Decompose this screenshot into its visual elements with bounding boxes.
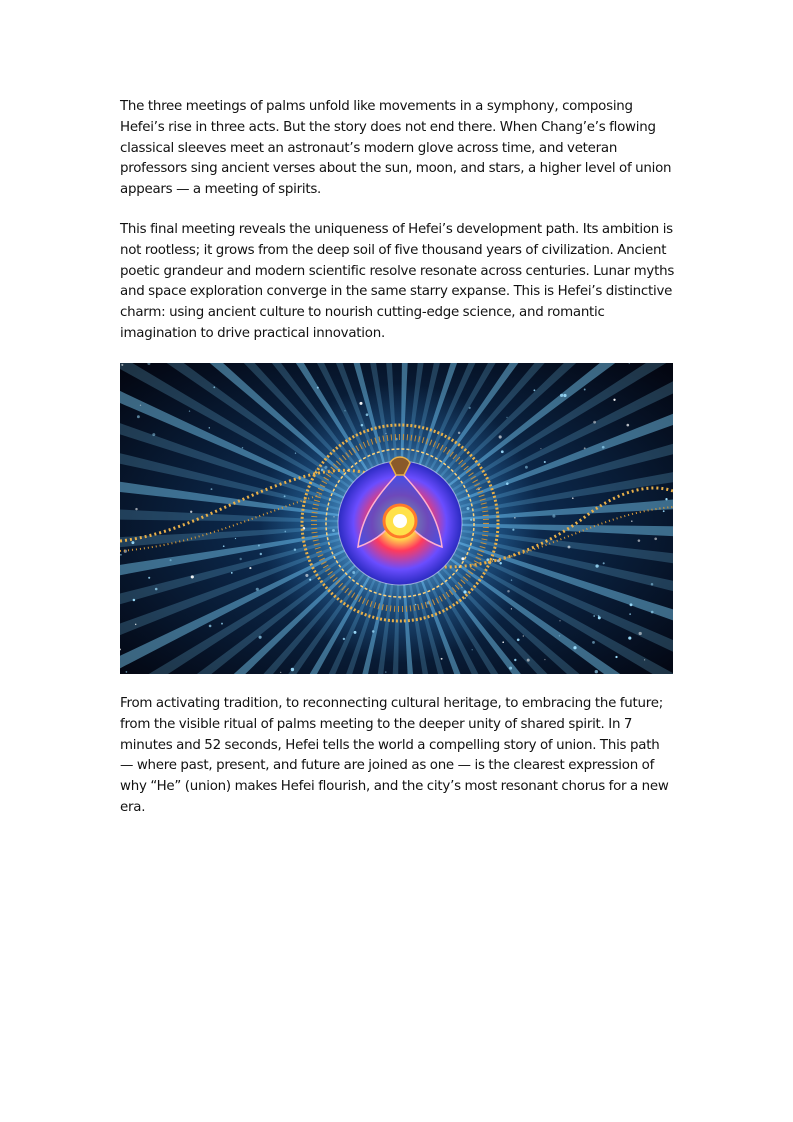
sparkle-dot — [469, 407, 471, 409]
sparkle-dot — [441, 658, 443, 660]
sparkle-dot — [152, 433, 155, 436]
sparkle-dot — [499, 435, 502, 438]
sparkle-dot — [630, 603, 633, 606]
sparkle-dot — [525, 466, 528, 469]
sparkle-dot — [249, 567, 251, 569]
sparkle-dot — [213, 386, 215, 388]
sparkle-dot — [499, 562, 501, 564]
sparkle-dot — [626, 424, 629, 427]
sparkle-dot — [359, 402, 362, 405]
sparkle-dot — [509, 667, 512, 670]
sparkle-dot — [189, 410, 190, 411]
sparkle-dot — [602, 446, 605, 449]
sparkle-dot — [317, 387, 319, 389]
sparkle-dot — [372, 630, 375, 633]
sparkle-dot — [507, 590, 510, 593]
sparkle-dot — [560, 394, 563, 397]
sparkle-dot — [467, 507, 470, 510]
sparkle-dot — [572, 497, 574, 499]
sparkle-dot — [592, 641, 595, 644]
sparkle-dot — [133, 599, 136, 602]
sparkle-dot — [540, 448, 541, 449]
sparkle-dot — [568, 546, 571, 549]
sparkle-dot — [598, 615, 600, 617]
sparkle-dot — [573, 646, 576, 649]
sparkle-dot — [559, 635, 560, 636]
sparkle-dot — [631, 520, 632, 521]
sparkle-dot — [242, 447, 244, 449]
sparkle-dot — [291, 668, 294, 671]
sparkle-dot — [191, 575, 194, 578]
sparkle-dot — [552, 515, 555, 518]
sparkle-dot — [595, 564, 598, 567]
sparkle-dot — [135, 508, 137, 510]
sparkle-dot — [354, 631, 357, 634]
sparkle-dot — [511, 608, 512, 609]
sparkle-dot — [463, 590, 466, 593]
sparkle-dot — [121, 364, 123, 366]
sparkle-dot — [458, 432, 460, 434]
sparkle-dot — [628, 637, 631, 640]
sparkle-dot — [638, 539, 641, 542]
sparkle-dot — [399, 598, 401, 600]
sparkle-dot — [343, 638, 345, 640]
sparkle-dot — [598, 616, 601, 619]
sparkle-dot — [221, 623, 223, 625]
sparkle-dot — [544, 461, 546, 463]
sparkle-dot — [563, 394, 566, 397]
paragraph-1: The three meetings of palms unfold like movements in a symphony, composing Hefei’s rise in three acts. But the story does not end there. When Chang’e’s flowing classical sleeves meet an astronaut’s modern glove across time, and veteran professors sing ancient verses about the sun, moon, and stars, a higher level of union appears — a meeting of spirits. — [120, 99, 672, 198]
sparkle-dot — [385, 433, 386, 434]
sparkle-dot — [126, 671, 128, 673]
sparkle-dot — [258, 545, 260, 547]
sparkle-dot — [593, 421, 596, 424]
sparkle-dot — [595, 670, 598, 673]
sparkle-dot — [593, 615, 595, 617]
sparkle-dot — [260, 553, 262, 555]
sparkle-dot — [295, 453, 296, 454]
sparkle-dot — [533, 389, 535, 391]
sparkle-dot — [305, 574, 308, 577]
sparkle-dot — [629, 613, 630, 614]
sparkle-dot — [514, 517, 515, 518]
sparkle-dot — [223, 545, 225, 547]
sparkle-dot — [137, 415, 140, 418]
sparkle-dot — [231, 572, 233, 574]
sparkle-dot — [461, 587, 463, 589]
sparkle-dot — [324, 466, 327, 469]
sparkle-dot — [209, 427, 210, 428]
sparkle-dot — [517, 638, 520, 641]
paragraph-2: This final meeting reveals the uniqueness of Hefei’s development path. Its ambition is not rootless; it grows from the deep soil of five thousand years of civilization. Ancient poetic grandeur and modern scientific resolve resonate across centuries. Lunar myths and space exploration converge in the same starry expanse. This is Hefei’s distinctive charm: using ancient culture to nourish cutting-edge science, and romantic imagination to drive practical innovation. — [120, 222, 675, 341]
sparkle-dot — [148, 577, 150, 579]
sparkle-dot — [366, 413, 369, 416]
sparkle-dot — [523, 635, 524, 636]
sparkle-dot — [654, 537, 657, 540]
sparkle-dot — [352, 571, 355, 574]
stage-light-photo — [120, 363, 673, 674]
sparkle-dot — [209, 625, 212, 628]
sparkle-dot — [512, 529, 514, 531]
sparkle-dot — [665, 498, 667, 500]
stage-light-illustration — [120, 363, 673, 674]
sparkle-dot — [120, 554, 122, 556]
sparkle-dot — [501, 450, 504, 453]
sparkle-dot — [470, 519, 472, 521]
sparkle-dot — [613, 399, 615, 401]
sparkle-dot — [344, 410, 345, 411]
sparkle-dot — [506, 482, 509, 485]
sparkle-dot — [584, 447, 586, 449]
sparkle-dot — [651, 611, 654, 614]
sparkle-dot — [140, 405, 141, 406]
sparkle-dot — [333, 516, 334, 517]
sparkle-dot — [332, 529, 335, 532]
sparkle-dot — [644, 659, 645, 660]
sparkle-dot — [235, 538, 236, 539]
paragraph-3: From activating tradition, to reconnecting cultural heritage, to embracing the future; from the visible ritual of palms meeting to the deeper unity of shared spirit. In 7 minutes and 52 seconds, Hefei tells the world a compelling story of union. This path — where past, present, and future are joined as one — is the clearest expression of why “He” (union) makes Hefei flourish, and the city’s most resonant chorus for a new era. — [120, 696, 669, 815]
sparkle-dot — [259, 636, 262, 639]
sparkle-dot — [170, 559, 172, 561]
sparkle-dot — [511, 579, 512, 580]
core-spark — [393, 514, 407, 528]
sparkle-dot — [603, 562, 605, 564]
sparkle-dot — [309, 579, 311, 581]
sparkle-dot — [361, 424, 364, 427]
sparkle-dot — [651, 583, 654, 586]
sparkle-dot — [239, 558, 241, 560]
sparkle-dot — [527, 659, 530, 662]
sparkle-dot — [502, 641, 504, 643]
sparkle-dot — [584, 389, 586, 391]
sparkle-dot — [135, 624, 136, 625]
sparkle-dot — [465, 597, 466, 598]
sparkle-dot — [615, 656, 617, 658]
sparkle-dot — [559, 620, 560, 621]
sparkle-dot — [294, 548, 296, 550]
sparkle-dot — [280, 672, 281, 673]
sparkle-dot — [663, 510, 665, 512]
sparkle-dot — [284, 495, 286, 497]
sparkle-dot — [415, 604, 417, 606]
sparkle-dot — [639, 632, 642, 635]
sparkle-dot — [385, 671, 386, 672]
sparkle-dot — [131, 541, 134, 544]
sparkle-dot — [472, 649, 473, 650]
sparkle-dot — [256, 588, 259, 591]
sparkle-dot — [544, 659, 545, 660]
sparkle-dot — [190, 511, 192, 513]
sparkle-dot — [506, 417, 507, 418]
sparkle-dot — [284, 531, 286, 533]
sparkle-dot — [155, 588, 158, 591]
sparkle-dot — [211, 488, 213, 490]
sparkle-dot — [514, 659, 516, 661]
